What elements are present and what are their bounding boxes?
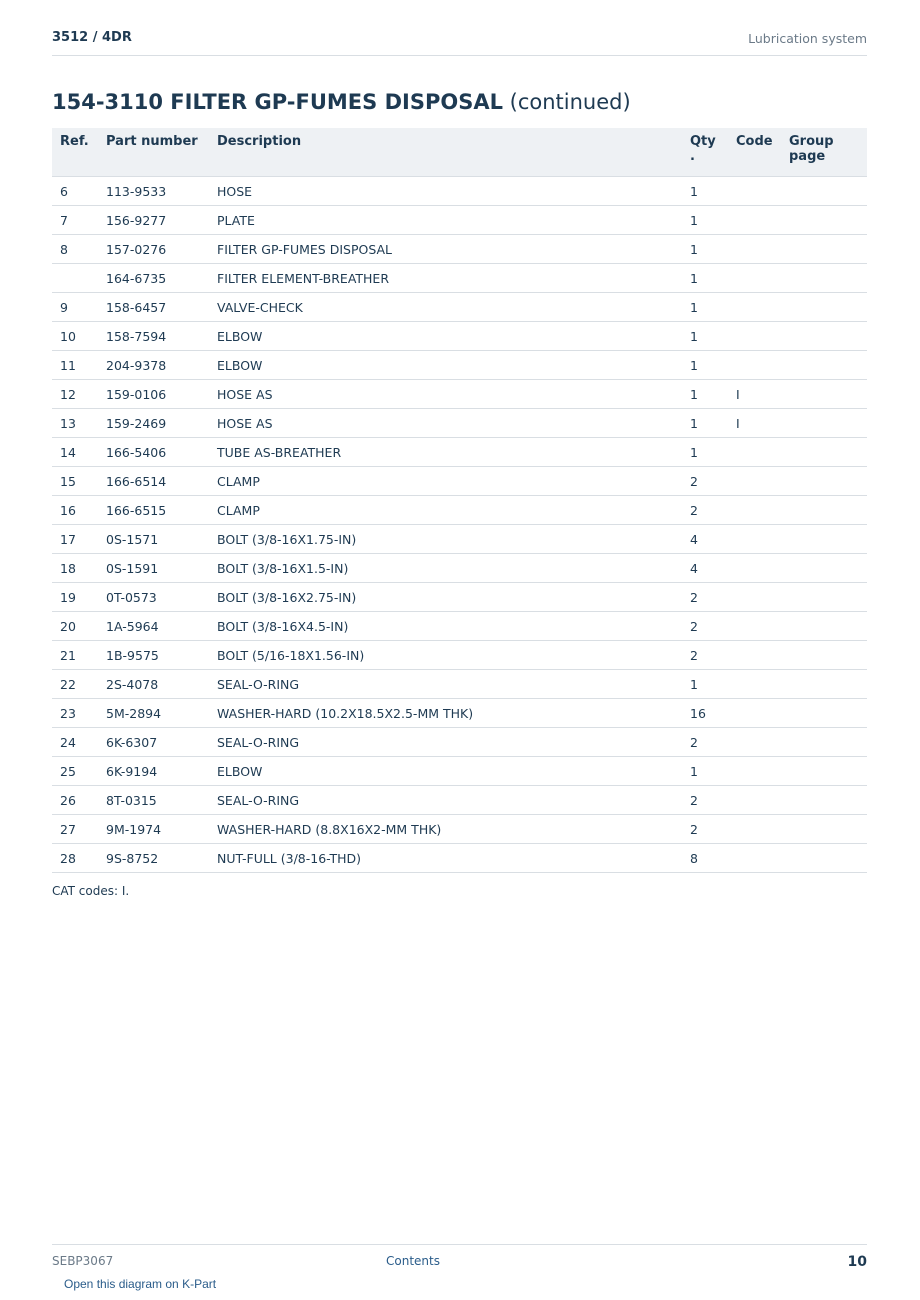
- cell-ref: 11: [52, 351, 98, 380]
- cell-part-number: 6K-6307: [98, 728, 209, 757]
- cell-group-page: [781, 786, 867, 815]
- page-number: 10: [847, 1254, 867, 1270]
- cell-qty: 1: [682, 757, 728, 786]
- cell-part-number: 2S-4078: [98, 670, 209, 699]
- cell-qty: 1: [682, 177, 728, 206]
- table-row: [52, 438, 867, 467]
- table-row: [52, 206, 867, 235]
- cell-description: FILTER GP-FUMES DISPOSAL: [209, 235, 682, 264]
- cell-description: SEAL-O-RING: [209, 728, 682, 757]
- cell-qty: 2: [682, 728, 728, 757]
- cell-qty: 2: [682, 467, 728, 496]
- cell-code: [728, 264, 781, 293]
- cell-qty: 1: [682, 670, 728, 699]
- cell-part-number: 1A-5964: [98, 612, 209, 641]
- cell-code: [728, 177, 781, 206]
- cell-code: [728, 206, 781, 235]
- contents-link[interactable]: Contents: [386, 1254, 440, 1268]
- cell-ref: 28: [52, 844, 98, 873]
- col-qty: Qty .: [682, 128, 728, 177]
- cell-code: [728, 815, 781, 844]
- cell-description: BOLT (3/8-16X2.75-IN): [209, 583, 682, 612]
- cell-ref: 6: [52, 177, 98, 206]
- cell-description: SEAL-O-RING: [209, 670, 682, 699]
- cell-ref: 17: [52, 525, 98, 554]
- cell-qty: 2: [682, 786, 728, 815]
- cell-code: [728, 467, 781, 496]
- cell-ref: 7: [52, 206, 98, 235]
- cell-part-number: 0S-1591: [98, 554, 209, 583]
- cell-qty: 1: [682, 351, 728, 380]
- cell-ref: 16: [52, 496, 98, 525]
- table-row: [52, 467, 867, 496]
- cell-part-number: 0T-0573: [98, 583, 209, 612]
- cell-description: SEAL-O-RING: [209, 786, 682, 815]
- table-row: [52, 409, 867, 438]
- cell-group-page: [781, 467, 867, 496]
- cell-qty: 2: [682, 815, 728, 844]
- page-title: [52, 90, 631, 114]
- cell-part-number: 166-6515: [98, 496, 209, 525]
- table-row: [52, 583, 867, 612]
- cell-description: ELBOW: [209, 757, 682, 786]
- cell-qty: 1: [682, 409, 728, 438]
- table-row: [52, 612, 867, 641]
- cell-ref: 26: [52, 786, 98, 815]
- cell-part-number: 159-2469: [98, 409, 209, 438]
- cell-description: HOSE AS: [209, 380, 682, 409]
- page-header: [52, 28, 867, 56]
- cell-description: BOLT (3/8-16X1.5-IN): [209, 554, 682, 583]
- page-footer: [52, 1244, 867, 1270]
- table-row: [52, 177, 867, 206]
- section-label: Lubrication system: [748, 31, 867, 46]
- cell-group-page: [781, 264, 867, 293]
- cell-qty: 2: [682, 583, 728, 612]
- cell-description: VALVE-CHECK: [209, 293, 682, 322]
- cell-ref: 24: [52, 728, 98, 757]
- cell-part-number: 157-0276: [98, 235, 209, 264]
- cell-group-page: [781, 641, 867, 670]
- cell-group-page: [781, 351, 867, 380]
- table-row: [52, 786, 867, 815]
- cell-code: I: [728, 380, 781, 409]
- cat-codes-note: CAT codes: I.: [52, 884, 130, 898]
- cell-ref: 8: [52, 235, 98, 264]
- document-id: SEBP3067: [52, 1254, 114, 1268]
- cell-description: CLAMP: [209, 467, 682, 496]
- table-row: [52, 235, 867, 264]
- cell-code: [728, 699, 781, 728]
- table-row: [52, 641, 867, 670]
- cell-part-number: 5M-2894: [98, 699, 209, 728]
- cell-group-page: [781, 728, 867, 757]
- title-main: 154-3110 FILTER GP-FUMES DISPOSAL: [52, 90, 503, 114]
- cell-part-number: 158-6457: [98, 293, 209, 322]
- cell-group-page: [781, 293, 867, 322]
- cell-description: ELBOW: [209, 351, 682, 380]
- cell-qty: 2: [682, 496, 728, 525]
- cell-description: FILTER ELEMENT-BREATHER: [209, 264, 682, 293]
- cell-description: BOLT (3/8-16X4.5-IN): [209, 612, 682, 641]
- cell-code: [728, 322, 781, 351]
- cell-qty: 1: [682, 322, 728, 351]
- kpart-link[interactable]: Open this diagram on K-Part: [64, 1277, 217, 1291]
- cell-code: [728, 844, 781, 873]
- cell-code: [728, 786, 781, 815]
- cell-ref: 22: [52, 670, 98, 699]
- cell-code: [728, 612, 781, 641]
- cell-qty: 1: [682, 235, 728, 264]
- cell-group-page: [781, 612, 867, 641]
- cell-group-page: [781, 583, 867, 612]
- cell-ref: 27: [52, 815, 98, 844]
- cell-description: HOSE: [209, 177, 682, 206]
- cell-part-number: 1B-9575: [98, 641, 209, 670]
- cell-part-number: 204-9378: [98, 351, 209, 380]
- col-group-page: Group page: [781, 128, 867, 177]
- cell-group-page: [781, 554, 867, 583]
- cell-code: [728, 554, 781, 583]
- cell-description: PLATE: [209, 206, 682, 235]
- col-part-number: Part number: [98, 128, 209, 177]
- cell-part-number: 113-9533: [98, 177, 209, 206]
- cell-group-page: [781, 844, 867, 873]
- cell-group-page: [781, 670, 867, 699]
- cell-ref: 9: [52, 293, 98, 322]
- cell-part-number: 156-9277: [98, 206, 209, 235]
- table-row: [52, 380, 867, 409]
- cell-code: [728, 583, 781, 612]
- cell-part-number: 164-6735: [98, 264, 209, 293]
- cell-ref: 18: [52, 554, 98, 583]
- cell-ref: [52, 264, 98, 293]
- cell-qty: 1: [682, 293, 728, 322]
- cell-group-page: [781, 438, 867, 467]
- cell-part-number: 158-7594: [98, 322, 209, 351]
- cell-ref: 12: [52, 380, 98, 409]
- cell-qty: 2: [682, 641, 728, 670]
- cell-description: BOLT (5/16-18X1.56-IN): [209, 641, 682, 670]
- cell-part-number: 9M-1974: [98, 815, 209, 844]
- table-row: [52, 496, 867, 525]
- table-row: [52, 293, 867, 322]
- cell-qty: 1: [682, 264, 728, 293]
- cell-qty: 1: [682, 438, 728, 467]
- table-row: [52, 728, 867, 757]
- cell-group-page: [781, 177, 867, 206]
- col-code: Code: [728, 128, 781, 177]
- cell-description: BOLT (3/8-16X1.75-IN): [209, 525, 682, 554]
- cell-code: [728, 293, 781, 322]
- cell-qty: 2: [682, 612, 728, 641]
- title-suffix: (continued): [509, 90, 631, 114]
- cell-description: NUT-FULL (3/8-16-THD): [209, 844, 682, 873]
- cell-part-number: 6K-9194: [98, 757, 209, 786]
- table-row: [52, 264, 867, 293]
- table-row: [52, 554, 867, 583]
- table-row: [52, 670, 867, 699]
- table-header-row: [52, 128, 867, 177]
- cell-group-page: [781, 815, 867, 844]
- col-description: Description: [209, 128, 682, 177]
- cell-part-number: 8T-0315: [98, 786, 209, 815]
- cell-ref: 20: [52, 612, 98, 641]
- table-row: [52, 757, 867, 786]
- cell-group-page: [781, 496, 867, 525]
- cell-code: [728, 496, 781, 525]
- cell-qty: 1: [682, 206, 728, 235]
- cell-code: [728, 525, 781, 554]
- cell-description: ELBOW: [209, 322, 682, 351]
- table-row: [52, 699, 867, 728]
- cell-ref: 15: [52, 467, 98, 496]
- cell-code: [728, 757, 781, 786]
- cell-code: [728, 235, 781, 264]
- cell-ref: 25: [52, 757, 98, 786]
- cell-group-page: [781, 409, 867, 438]
- cell-qty: 4: [682, 525, 728, 554]
- cell-qty: 4: [682, 554, 728, 583]
- cell-group-page: [781, 525, 867, 554]
- cell-code: [728, 641, 781, 670]
- table-row: [52, 525, 867, 554]
- cell-group-page: [781, 380, 867, 409]
- cell-ref: 23: [52, 699, 98, 728]
- cell-group-page: [781, 206, 867, 235]
- cell-description: TUBE AS-BREATHER: [209, 438, 682, 467]
- cell-description: WASHER-HARD (8.8X16X2-MM THK): [209, 815, 682, 844]
- cell-description: CLAMP: [209, 496, 682, 525]
- cell-ref: 10: [52, 322, 98, 351]
- table-row: [52, 844, 867, 873]
- cell-description: HOSE AS: [209, 409, 682, 438]
- table-row: [52, 815, 867, 844]
- cell-part-number: 166-5406: [98, 438, 209, 467]
- cell-qty: 8: [682, 844, 728, 873]
- cell-code: [728, 670, 781, 699]
- cell-ref: 19: [52, 583, 98, 612]
- cell-ref: 14: [52, 438, 98, 467]
- table-row: [52, 322, 867, 351]
- cell-part-number: 0S-1571: [98, 525, 209, 554]
- cell-code: [728, 728, 781, 757]
- cell-group-page: [781, 699, 867, 728]
- table-row: [52, 351, 867, 380]
- cell-qty: 1: [682, 380, 728, 409]
- cell-part-number: 166-6514: [98, 467, 209, 496]
- cell-part-number: 9S-8752: [98, 844, 209, 873]
- cell-part-number: 159-0106: [98, 380, 209, 409]
- parts-table: [52, 128, 867, 873]
- cell-code: I: [728, 409, 781, 438]
- cell-ref: 13: [52, 409, 98, 438]
- cell-code: [728, 351, 781, 380]
- col-ref: Ref.: [52, 128, 98, 177]
- cell-ref: 21: [52, 641, 98, 670]
- cell-group-page: [781, 322, 867, 351]
- cell-code: [728, 438, 781, 467]
- model-label: 3512 / 4DR: [52, 30, 132, 45]
- cell-description: WASHER-HARD (10.2X18.5X2.5-MM THK): [209, 699, 682, 728]
- cell-group-page: [781, 235, 867, 264]
- cell-group-page: [781, 757, 867, 786]
- cell-qty: 16: [682, 699, 728, 728]
